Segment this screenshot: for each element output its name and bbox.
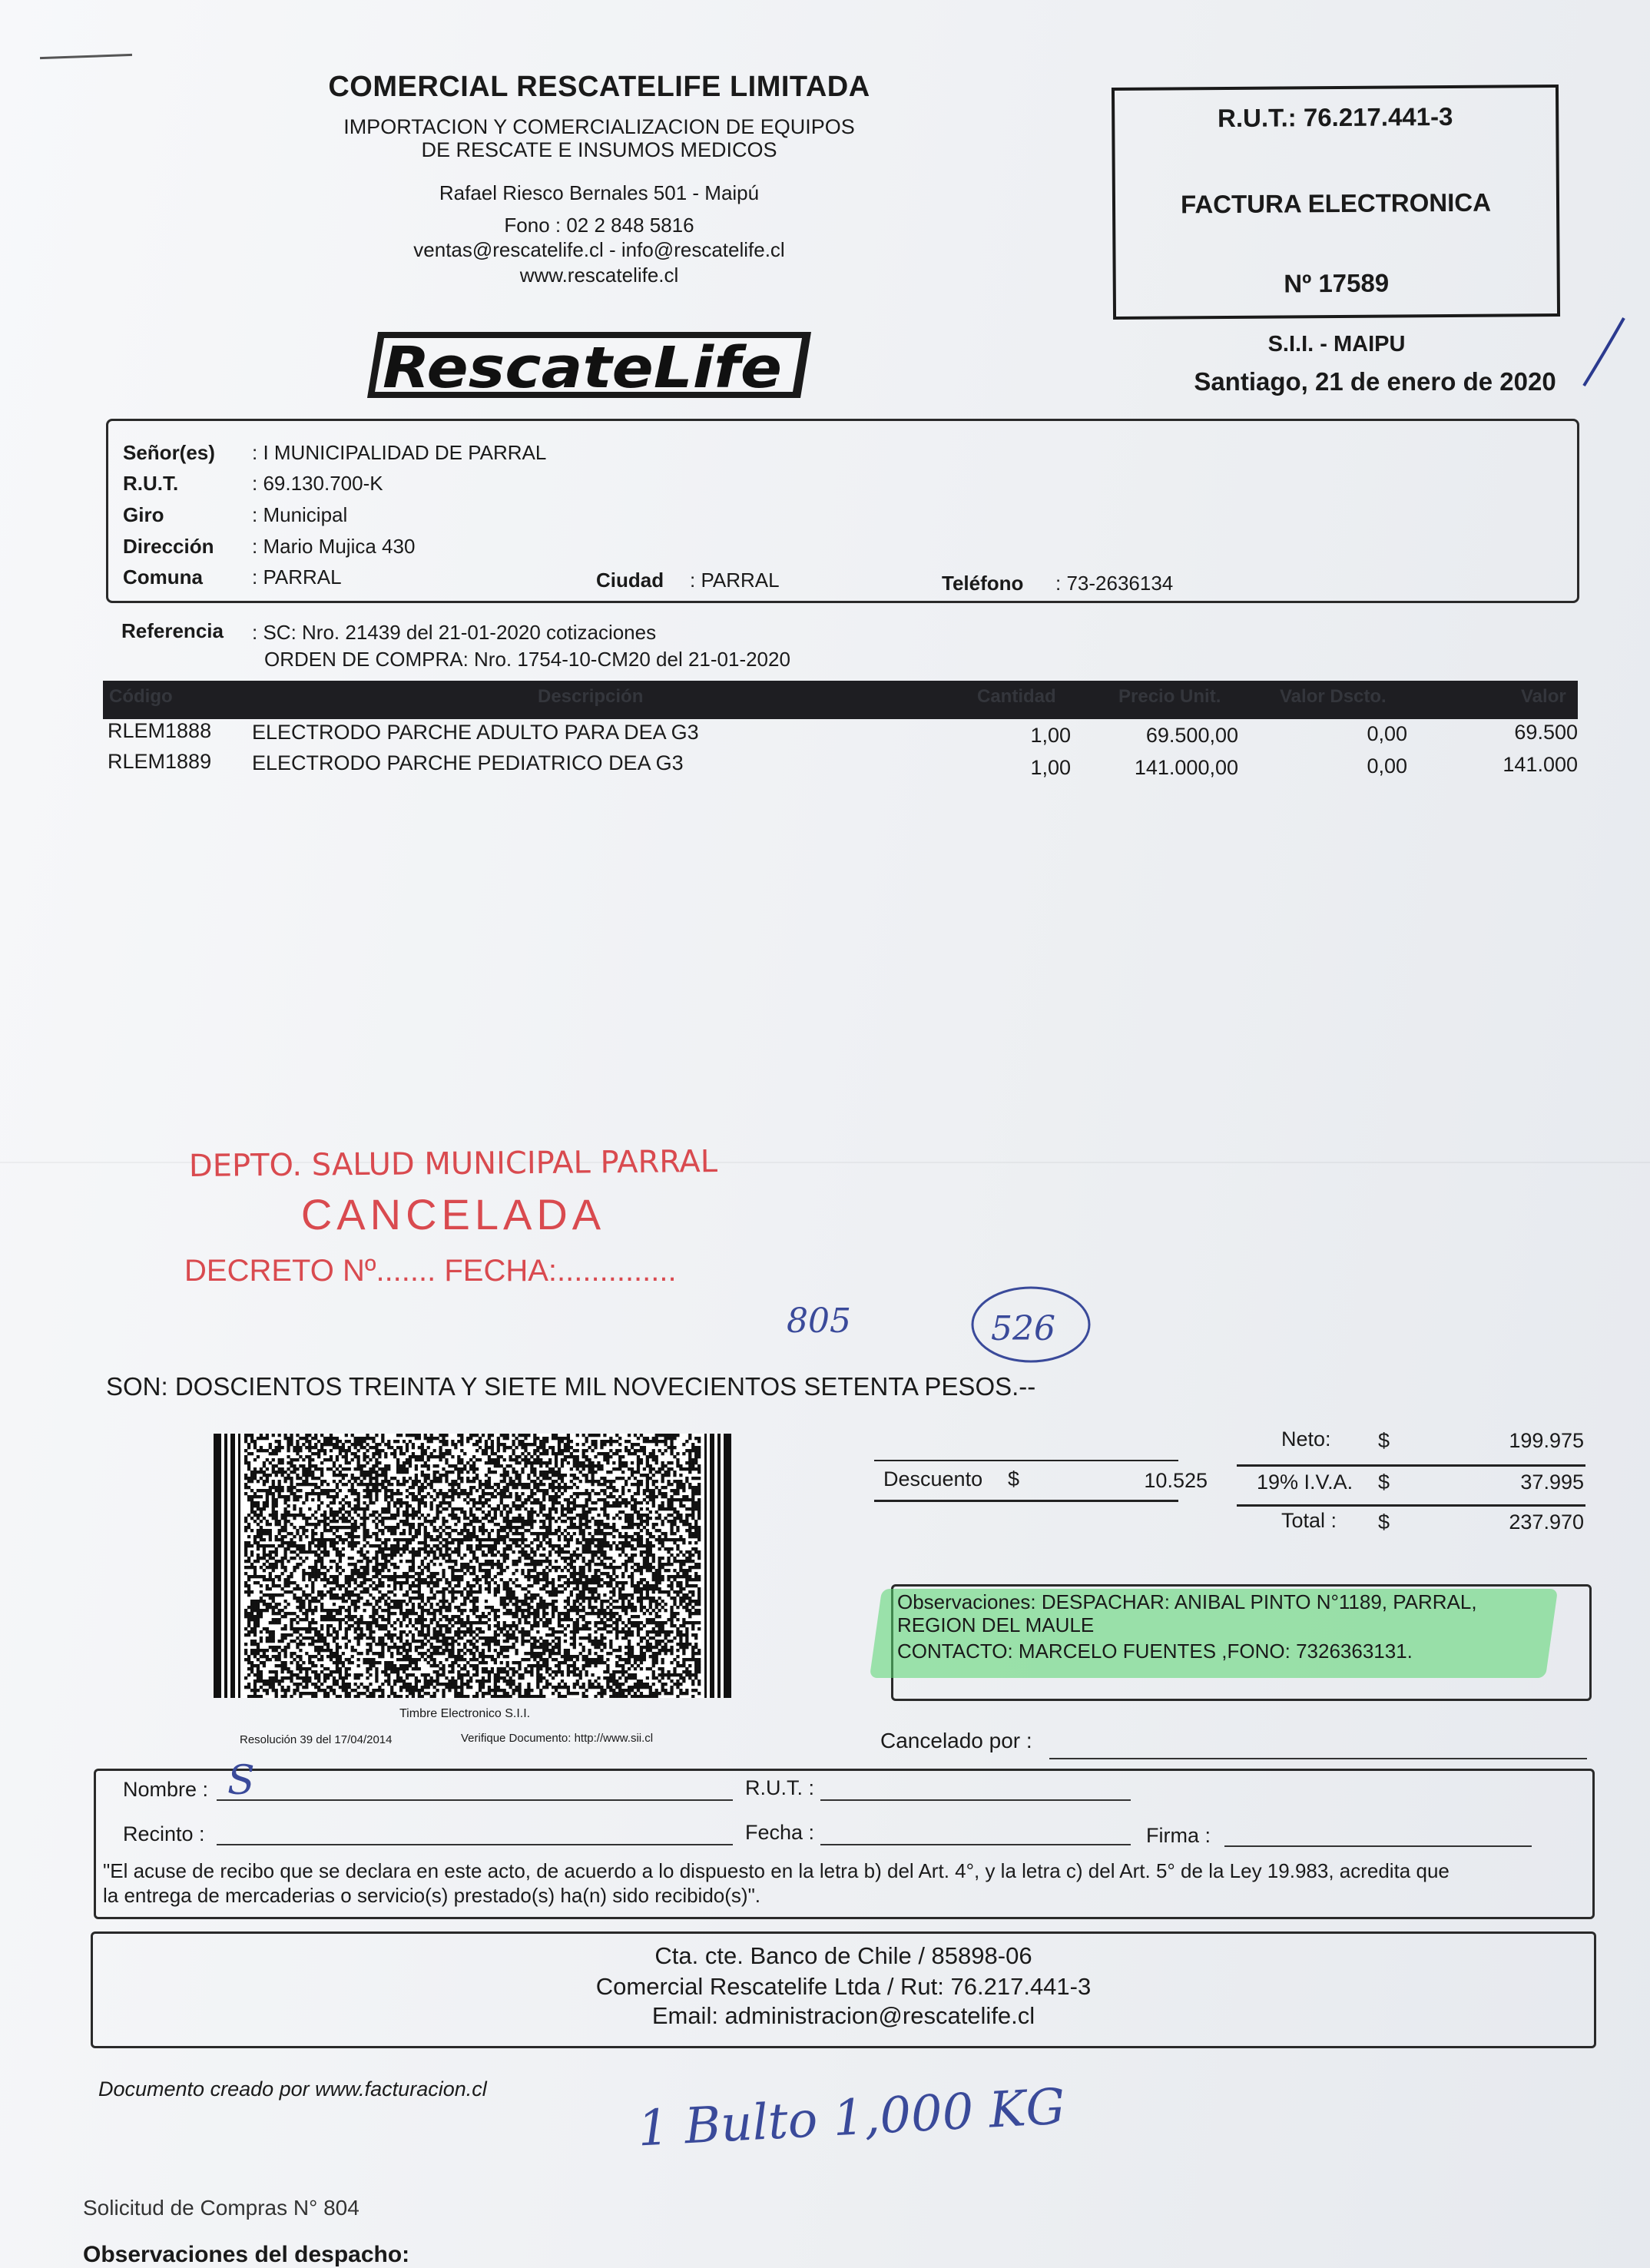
timbre-barcode: [214, 1434, 731, 1698]
invoice-number: Nº 17589: [1284, 268, 1390, 298]
company-phone: Fono : 02 2 848 5816: [504, 214, 694, 237]
neto-label: Neto:: [1281, 1427, 1331, 1451]
sii-office: S.I.I. - MAIPU: [1267, 332, 1406, 356]
bank-account: Cta. cte. Banco de Chile / 85898-06: [654, 1942, 1032, 1969]
handwritten-bulto-note: 1 Bulto 1,000 KG: [636, 2078, 1067, 2158]
company-name: COMERCIAL RESCATELIFE LIMITADA: [328, 71, 870, 103]
nombre-line: [217, 1799, 733, 1801]
totals-rule-left-bottom: [874, 1500, 1178, 1502]
th-precio: Precio Unit.: [1118, 686, 1221, 707]
iva-label: 19% I.V.A.: [1257, 1471, 1353, 1494]
totals-rule-right-2: [1237, 1504, 1585, 1507]
iva-value: 37.995: [1520, 1471, 1584, 1494]
ciudad-value: : PARRAL: [690, 569, 780, 592]
stamp-decreto: DECRETO Nº....... FECHA:..............: [184, 1254, 677, 1288]
total-label: Total :: [1281, 1509, 1337, 1532]
row-2-dscto: 0,00: [1367, 754, 1407, 778]
rut-value: : 69.130.700-K: [252, 472, 383, 495]
fecha-recibo-label: Fecha :: [745, 1821, 815, 1844]
row-1-precio: 69.500,00: [1145, 724, 1238, 747]
timbre-label: Timbre Electronico S.I.I.: [399, 1707, 531, 1720]
senor-value: : I MUNICIPALIDAD DE PARRAL: [252, 441, 547, 464]
giro-value: : Municipal: [252, 503, 348, 526]
th-dscto: Valor Dscto.: [1280, 686, 1387, 707]
bank-holder: Comercial Rescatelife Ltda / Rut: 76.217.441-3: [595, 1973, 1092, 2000]
rut-recibo-label: R.U.T. :: [745, 1776, 815, 1799]
handwritten-nombre-mark: S: [227, 1758, 255, 1804]
senor-label: Señor(es): [123, 441, 215, 464]
th-descripcion: Descripción: [538, 686, 644, 707]
fecha-recibo-line: [820, 1844, 1131, 1845]
row-2-cantidad: 1,00: [1030, 756, 1071, 779]
invoice-doc-type: FACTURA ELECTRONICA: [1180, 187, 1492, 219]
recinto-line: [217, 1844, 733, 1845]
totals-rule-left-top: [874, 1460, 1178, 1461]
invoice-date: Santiago, 21 de enero de 2020: [1194, 367, 1556, 396]
comuna-value: : PARRAL: [252, 565, 342, 589]
invoice-box: [1112, 85, 1560, 320]
direccion-label: Dirección: [123, 535, 214, 558]
company-address: Rafael Riesco Bernales 501 - Maipú: [439, 181, 760, 204]
neto-currency: $: [1378, 1429, 1390, 1452]
documento-creado-por: Documento creado por www.facturacion.cl: [98, 2077, 487, 2101]
stamp-depto: DEPTO. SALUD MUNICIPAL PARRAL: [188, 1143, 718, 1185]
row-1-valor: 69.500: [1514, 721, 1578, 744]
company-tagline-2: DE RESCATE E INSUMOS MEDICOS: [421, 138, 777, 161]
comuna-label: Comuna: [123, 565, 203, 589]
observaciones-line-1: Observaciones: DESPACHAR: ANIBAL PINTO N°1189, PARRAL,: [897, 1590, 1477, 1613]
legal-text-line-2: la entrega de mercaderias o servicio(s) prestado(s) ha(n) sido recibido(s)".: [103, 1884, 761, 1907]
rut-recibo-line: [820, 1799, 1131, 1801]
company-tagline-1: IMPORTACION Y COMERCIALIZACION DE EQUIPOS: [343, 115, 855, 138]
footer-solicitud-compras: Solicitud de Compras N° 804: [83, 2196, 359, 2220]
row-2-descripcion: ELECTRODO PARCHE PEDIATRICO DEA G3: [252, 751, 684, 774]
invoice-rut: R.U.T.: 76.217.441-3: [1217, 101, 1453, 133]
row-1-dscto: 0,00: [1367, 722, 1407, 745]
cancelado-por-label: Cancelado por :: [880, 1729, 1032, 1752]
giro-label: Giro: [123, 503, 164, 526]
nombre-label: Nombre :: [123, 1778, 209, 1801]
totals-rule-right-1: [1237, 1464, 1585, 1467]
total-value: 237.970: [1509, 1510, 1584, 1534]
telefono-label: Teléfono: [942, 572, 1024, 595]
th-valor: Valor: [1521, 686, 1566, 707]
handwritten-number-526: 526: [991, 1309, 1055, 1348]
handwritten-number-805: 805: [787, 1301, 851, 1341]
th-cantidad: Cantidad: [977, 686, 1056, 707]
referencia-line-2: ORDEN DE COMPRA: Nro. 1754-10-CM20 del 21-01-2020: [264, 648, 790, 671]
pen-check-mark: [1581, 315, 1627, 392]
firma-label: Firma :: [1146, 1824, 1211, 1847]
timbre-resolucion: Resolución 39 del 17/04/2014: [240, 1733, 393, 1746]
telefono-value: : 73-2636134: [1055, 572, 1174, 595]
iva-currency: $: [1378, 1471, 1390, 1494]
referencia-line-1: : SC: Nro. 21439 del 21-01-2020 cotizaciones: [252, 621, 657, 644]
row-2-valor: 141.000: [1503, 753, 1578, 776]
observaciones-line-2: REGION DEL MAULE: [897, 1613, 1095, 1636]
legal-text-line-1: "El acuse de recibo que se declara en este acto, de acuerdo a lo dispuesto en la letra b) del Art. 4°, y la letra c) del Art. 5° de la Ley 19.983, acredita que: [103, 1859, 1450, 1882]
observaciones-line-3: CONTACTO: MARCELO FUENTES ,FONO: 7326363131.: [897, 1640, 1413, 1663]
rescatelife-logo: [367, 329, 813, 400]
company-website: www.rescatelife.cl: [519, 264, 679, 287]
descuento-currency: $: [1008, 1467, 1020, 1490]
direccion-value: : Mario Mujica 430: [252, 535, 416, 558]
firma-line: [1224, 1845, 1532, 1847]
row-1-codigo: RLEM1888: [108, 719, 212, 742]
rut-label: R.U.T.: [123, 472, 179, 495]
timbre-verifique: Verifique Documento: http://www.sii.cl: [461, 1732, 654, 1745]
amount-in-words: SON: DOSCIENTOS TREINTA Y SIETE MIL NOVECIENTOS SETENTA PESOS.--: [106, 1372, 1036, 1401]
row-1-cantidad: 1,00: [1030, 724, 1071, 747]
stamp-cancelada: CANCELADA: [300, 1190, 606, 1238]
cancelado-por-line: [1049, 1758, 1587, 1759]
descuento-label: Descuento: [883, 1467, 983, 1490]
company-emails: ventas@rescatelife.cl - info@rescatelife.cl: [413, 238, 785, 261]
svg-text:RescateLife: RescateLife: [383, 335, 782, 400]
row-1-descripcion: ELECTRODO PARCHE ADULTO PARA DEA G3: [252, 721, 699, 744]
descuento-value: 10.525: [1144, 1469, 1208, 1492]
neto-value: 199.975: [1509, 1429, 1584, 1452]
referencia-label: Referencia: [121, 619, 224, 642]
row-2-codigo: RLEM1889: [108, 750, 212, 773]
bank-email: Email: administracion@rescatelife.cl: [651, 2002, 1035, 2029]
row-2-precio: 141.000,00: [1134, 756, 1238, 779]
total-currency: $: [1378, 1510, 1390, 1534]
ciudad-label: Ciudad: [596, 569, 664, 592]
footer-observaciones-despacho: Observaciones del despacho:: [83, 2242, 410, 2267]
th-codigo: Código: [109, 686, 173, 707]
recinto-label: Recinto :: [123, 1822, 205, 1845]
